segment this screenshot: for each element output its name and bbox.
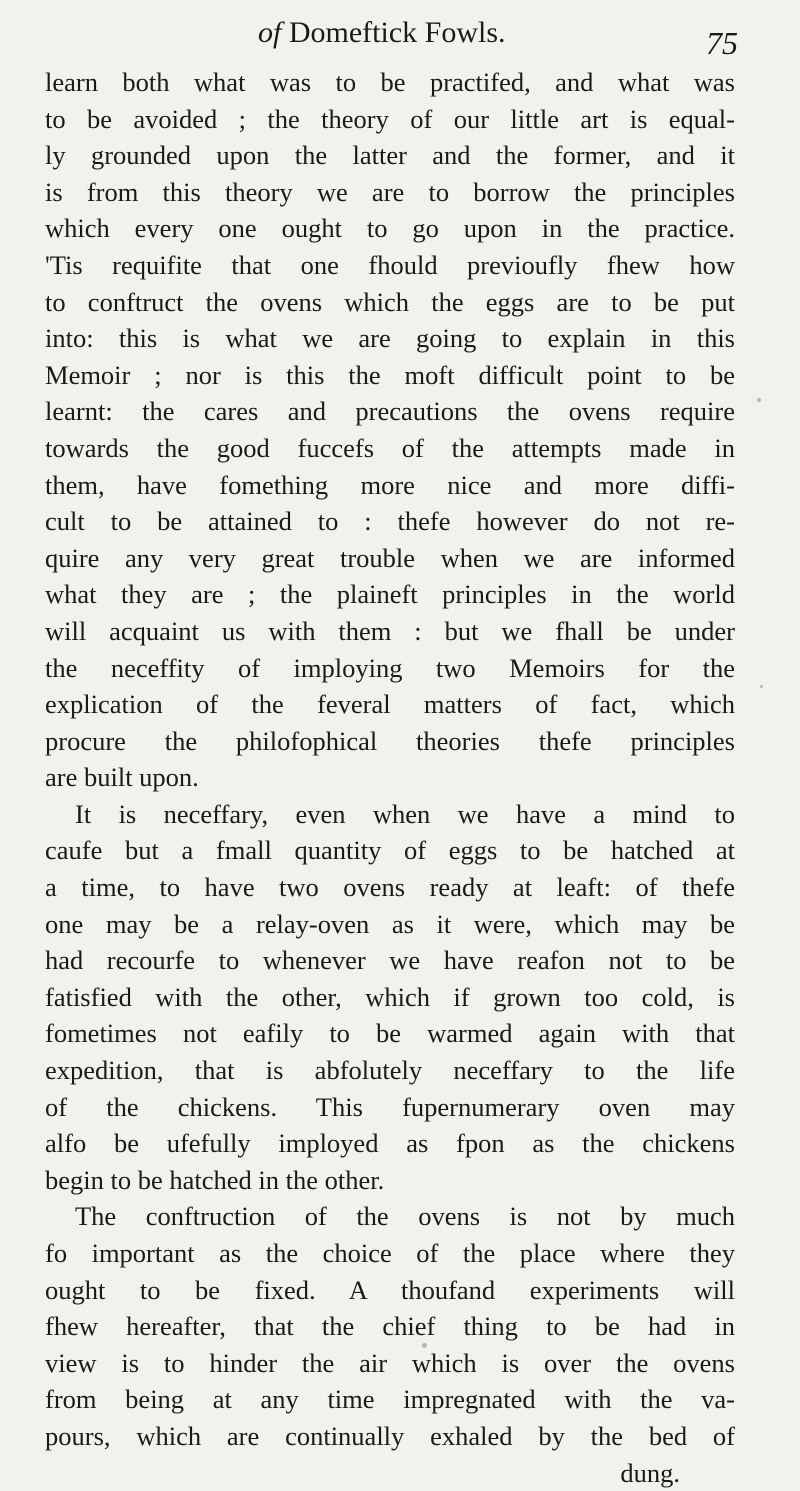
running-title: [258, 14, 506, 52]
running-title-prefix: of: [258, 16, 282, 49]
text-line: what they are ; the plaineft principles in the world: [45, 579, 735, 610]
page-header: [0, 10, 800, 60]
text-line: fhew hereafter, that the chief thing to be had in: [45, 1311, 735, 1342]
text-line: ought to be fixed. A thoufand experiments will: [45, 1274, 735, 1305]
text-line: had recourfe to whenever we have reafon not to be: [45, 945, 735, 976]
text-line: cult to be attained to : thefe however do not re-: [45, 506, 735, 537]
text-line: one may be a relay-oven as it were, which may be: [45, 908, 735, 939]
text-line: towards the good fuccefs of the attempts made in: [45, 432, 735, 463]
text-line: them, have fomething more nice and more diffi-: [45, 469, 735, 500]
text-line: begin to be hatched in the other.: [45, 1164, 385, 1195]
text-line: expedition, that is abfolutely neceffary to the life: [45, 1055, 735, 1086]
text-line: learn both what was to be practifed, and what was: [45, 67, 735, 97]
text-line: is from this theory we are to borrow the principles: [45, 176, 735, 207]
text-line: from being at any time impregnated with the va-: [45, 1384, 735, 1415]
text-line: fatisfied with the other, which if grown too cold, is: [45, 981, 735, 1012]
text-line: explication of the feveral matters of fact, which: [45, 689, 735, 720]
paper-speck: [757, 398, 761, 402]
catchword: dung.: [620, 1457, 680, 1488]
text-line: fometimes not eafily to be warmed again with that: [45, 1018, 735, 1049]
text-line: to be avoided ; the theory of our little art is equal-: [45, 103, 735, 134]
text-line: Memoir ; nor is this the moft difficult point to be: [45, 359, 735, 390]
text-line: quire any very great trouble when we are informed: [45, 542, 735, 573]
text-line: procure the philofophical theories thefe principles: [45, 725, 735, 756]
text-line: are built upon.: [45, 762, 199, 793]
text-line: alfo be ufefully imployed as fpon as the chickens: [45, 1128, 735, 1159]
text-line: which every one ought to go upon in the practice.: [45, 213, 735, 244]
paragraph-first-line: The conftruction of the ovens is not by much: [75, 1201, 735, 1232]
text-line: fo important as the choice of the place where they: [45, 1238, 735, 1268]
paper-speck: [760, 685, 763, 688]
paragraph-first-line: It is neceffary, even when we have a mind to: [75, 798, 735, 829]
text-line: of the chickens. This fupernumerary oven may: [45, 1091, 735, 1122]
text-line: into: this is what we are going to explain in this: [45, 323, 735, 354]
text-line: will acquaint us with them : but we fhall be under: [45, 615, 735, 646]
text-line: caufe but a fmall quantity of eggs to be hatched at: [45, 835, 735, 866]
paper-speck: [422, 1343, 427, 1348]
text-line: ly grounded upon the latter and the former, and it: [45, 140, 735, 171]
text-line: 'Tis requifite that one fhould previoufly fhew how: [45, 249, 735, 280]
text-line: a time, to have two ovens ready at leaft: of thefe: [45, 872, 735, 903]
text-line: learnt: the cares and precautions the ovens require: [45, 396, 735, 427]
running-title-main: Domeftick Fowls.: [288, 16, 506, 49]
body-text: [45, 64, 735, 1491]
text-line: pours, which are continually exhaled by the bed of: [45, 1420, 735, 1451]
page-number: 75: [706, 25, 738, 61]
text-line: the neceffity of imploying two Memoirs for the: [45, 652, 735, 683]
text-line: to conftruct the ovens which the eggs are to be put: [45, 286, 735, 317]
text-line: view is to hinder the air which is over the ovens: [45, 1347, 735, 1378]
